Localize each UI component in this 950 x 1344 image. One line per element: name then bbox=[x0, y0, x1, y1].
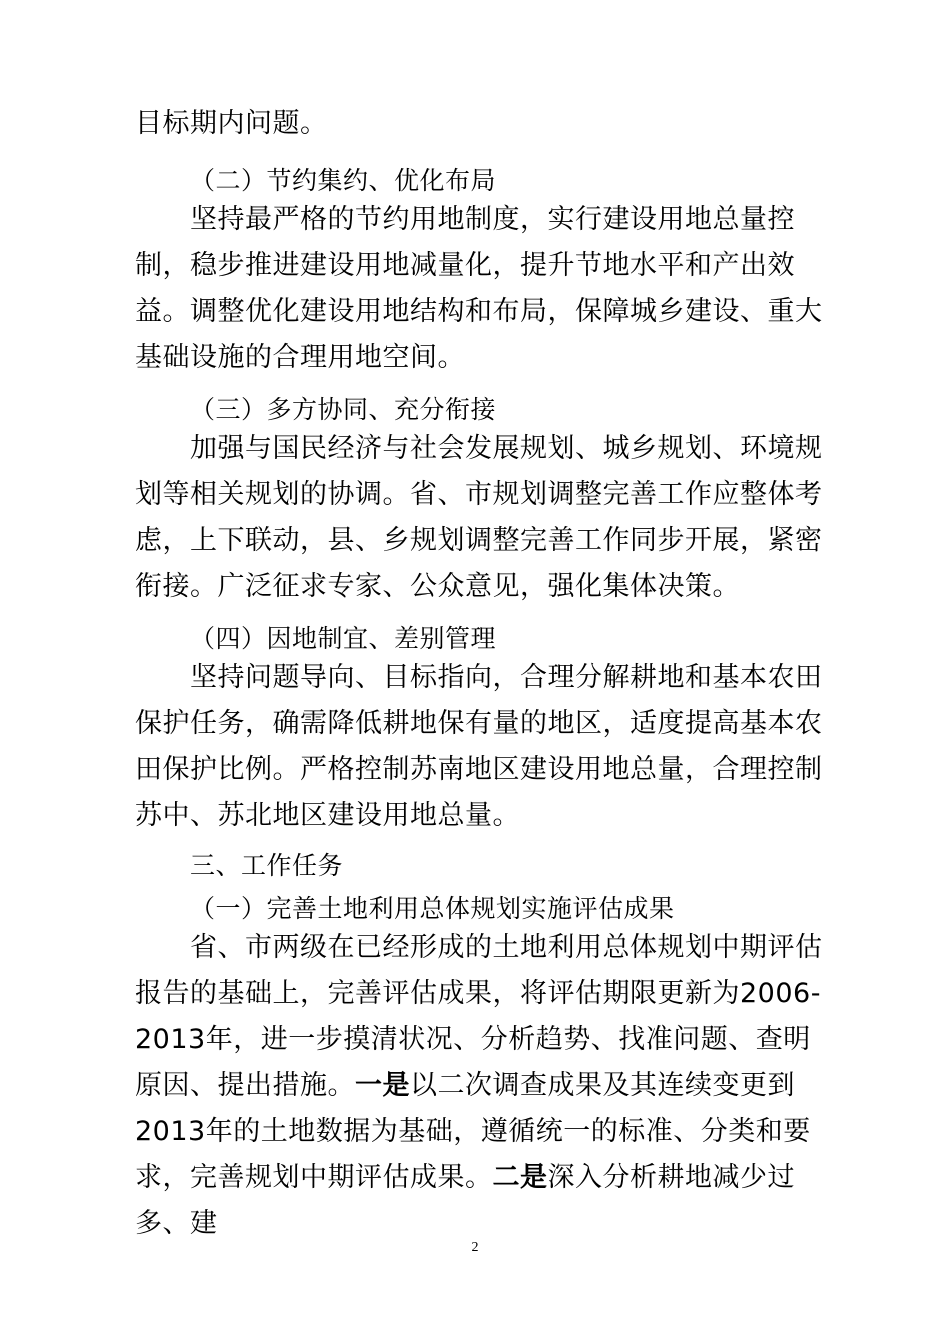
heading-3: （三）多方协同、充分衔接 bbox=[190, 395, 497, 424]
paragraph-3: 加强与国民经济与社会发展规划、城乡规划、环境规划等相关规划的协调。省、市规划调整完善工作应整体考虑，上下联动，县、乡规划调整完善工作同步开展，紧密衔接。广泛征求专家、公众意见，强化集体决策。 bbox=[135, 433, 823, 602]
paragraph-task-1 bbox=[135, 925, 835, 1247]
task1-text-c: 深入分析耕地减少过多、建 bbox=[135, 1162, 795, 1239]
heading-4: （四）因地制宜、差别管理 bbox=[190, 624, 497, 653]
task1-text-b: 以二次调查成果及其连续变更到2013年的土地数据为基础，遵循统一的标准、分类和要求，完善规划中期评估成果。 bbox=[135, 1070, 811, 1193]
emphasis-second: 二是 bbox=[492, 1162, 548, 1193]
heading-task-1: （一）完善土地利用总体规划实施评估成果 bbox=[190, 894, 675, 923]
section-heading: 三、工作任务 bbox=[190, 851, 344, 880]
task1-text-a: 省、市两级在已经形成的土地利用总体规划中期评估报告的基础上，完善评估成果，将评估期限更新为2006-2013年，进一步摸清状况、分析趋势、找准问题、查明原因、提出措施。 bbox=[135, 932, 823, 1101]
paragraph-2: 坚持最严格的节约用地制度，实行建设用地总量控制，稳步推进建设用地减量化，提升节地水平和产出效益。调整优化建设用地结构和布局，保障城乡建设、重大基础设施的合理用地空间。 bbox=[135, 204, 823, 373]
paragraph-4: 坚持问题导向、目标指向，合理分解耕地和基本农田保护任务，确需降低耕地保有量的地区，适度提高基本农田保护比例。严格控制苏南地区建设用地总量，合理控制苏中、苏北地区建设用地总量。 bbox=[135, 662, 823, 831]
heading-2: （二）节约集约、优化布局 bbox=[190, 166, 497, 195]
emphasis-first: 一是 bbox=[355, 1070, 410, 1101]
page-number: 2 bbox=[471, 1240, 479, 1255]
paragraph-continuation: 目标期内问题。 bbox=[135, 108, 328, 139]
